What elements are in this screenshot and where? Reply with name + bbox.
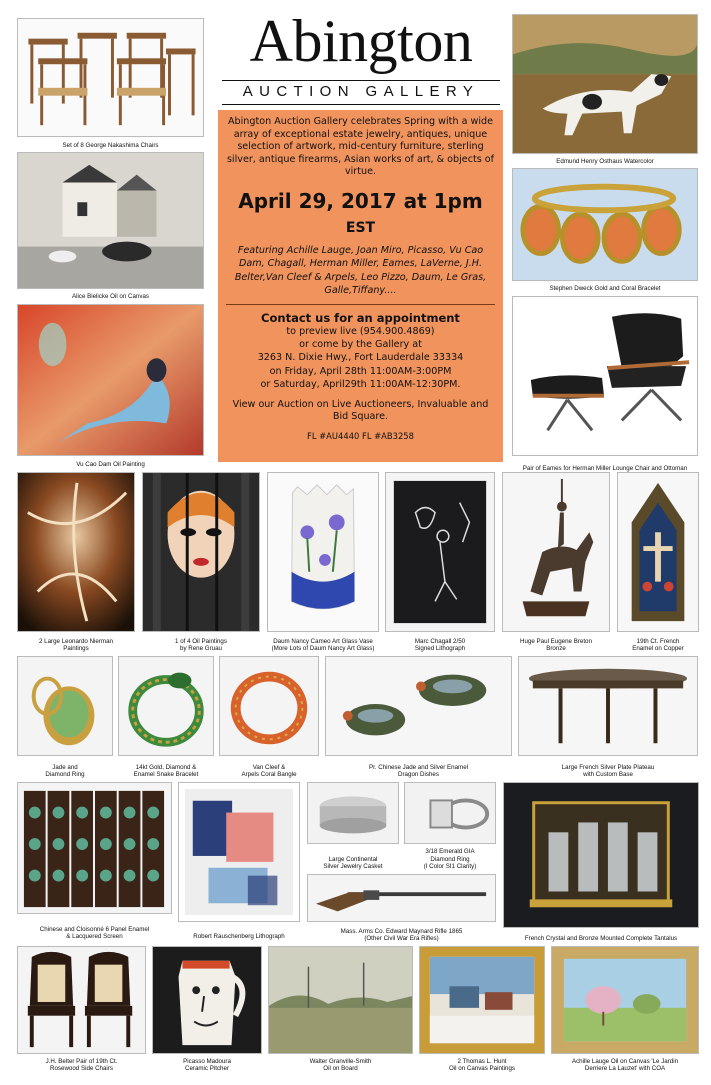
lot-chagall-lithograph[interactable] xyxy=(385,472,495,652)
lot-granville-smith[interactable] xyxy=(268,946,413,1072)
jade-ring-image xyxy=(18,657,112,755)
lot-french-enamel[interactable] xyxy=(617,472,699,652)
daum-image xyxy=(268,473,378,631)
featured-artists: Featuring Achille Lauge, Joan Miro, Picasso, Vu Cao Dam, Chagall, Herman Miller, Eames, LaVerne, J.H. Belter,Van Cleef & Arpels, Leo Pizzo, Daum, Le Gras, Galle,Tiffany.... xyxy=(234,244,487,297)
bracelet-photo xyxy=(512,168,698,281)
brand-subtitle: AUCTION GALLERY xyxy=(242,83,480,100)
watercolor-photo xyxy=(512,14,698,154)
lot-lauge-painting[interactable] xyxy=(551,946,699,1072)
intro-text: Abington Auction Gallery celebrates Spring with a wide array of exceptional estate jewelry, antiques, unique selection of artwork, mid-century furniture, sterling silver, antique firearms, Asian works of art, & objects of virtue. xyxy=(226,116,495,178)
hunt-photo xyxy=(419,946,545,1054)
bangle-image xyxy=(220,657,318,755)
lauge-image xyxy=(552,947,698,1053)
lot-caption: 3/18 Emerald GIA Diamond Ring (I Color SI1 Clarity) xyxy=(423,848,477,870)
rauschenberg-image xyxy=(179,783,299,921)
auction-timezone: EST xyxy=(345,219,376,236)
auction-date xyxy=(226,189,495,240)
lot-caption: 1 of 4 Oil Paintings by Rene Gruau xyxy=(175,637,227,652)
lot-thomas-hunt[interactable] xyxy=(419,946,545,1072)
lot-caption: Picasso Madoura Ceramic Pitcher xyxy=(183,1057,231,1072)
bielicke-photo xyxy=(17,152,204,289)
online-auction-text: View our Auction on Live Auctioneers, Invaluable and Bid Square. xyxy=(232,398,489,423)
nierman-image xyxy=(18,473,134,631)
nierman-photo xyxy=(17,472,135,632)
brand-name: Abington xyxy=(249,8,473,74)
lot-osthaus-watercolor[interactable] xyxy=(512,14,698,165)
lot-caption: 2 Large Leonardo Nierman Paintings xyxy=(39,637,113,652)
lot-caption: French Crystal and Bronze Mounted Complete Tantalus xyxy=(524,934,678,942)
lot-caption: Edmund Henry Osthaus Watercolor xyxy=(556,157,654,165)
plateau-image xyxy=(519,657,697,755)
casket-photo xyxy=(307,782,399,844)
lot-nakashima-chairs[interactable] xyxy=(17,18,204,149)
lot-nierman-paintings[interactable] xyxy=(17,472,135,652)
license-numbers: FL #AU4440 FL #AB3258 xyxy=(307,431,414,442)
lot-caption: Robert Rauschenberg Lithograph xyxy=(193,932,285,940)
casket-image xyxy=(308,783,398,843)
bielicke-image xyxy=(18,153,203,288)
eames-photo xyxy=(512,296,698,456)
emerald-photo xyxy=(404,782,496,844)
picasso-image xyxy=(153,947,261,1053)
snake-photo xyxy=(118,656,214,756)
emerald-image xyxy=(405,783,495,843)
lot-breton-bronze[interactable] xyxy=(502,472,610,652)
belter-image xyxy=(18,947,145,1053)
jade-ring-photo xyxy=(17,656,113,756)
auction-date-text: April 29, 2017 at 1pm xyxy=(238,188,483,213)
hunt-image xyxy=(420,947,544,1053)
lot-caption: Alice Bielicke Oil on Canvas xyxy=(71,292,150,300)
bangle-photo xyxy=(219,656,319,756)
vucaodam-image xyxy=(18,305,203,455)
gruau-photo xyxy=(142,472,260,632)
lot-belter-chairs[interactable] xyxy=(17,946,146,1072)
lot-maynard-rifle[interactable] xyxy=(307,874,496,942)
lot-caption: Set of 8 George Nakashima Chairs xyxy=(62,141,159,149)
lot-emerald-ring[interactable] xyxy=(404,782,496,870)
lot-caption: Achille Lauge Oil on Canvas 'Le Jardin Derriere La Lauzet' with COA xyxy=(571,1057,679,1072)
lot-caption: Large Continental Silver Jewelry Casket xyxy=(323,855,383,870)
lot-silver-plateau[interactable] xyxy=(518,656,698,778)
lot-caption: Large French Silver Plate Plateau with Custom Base xyxy=(561,763,655,778)
lot-caption: Jade and Diamond Ring xyxy=(45,763,85,778)
dragon-image xyxy=(326,657,511,755)
lot-picasso-pitcher[interactable] xyxy=(152,946,262,1072)
chairs-image xyxy=(18,19,203,136)
lot-vancleef-bangle[interactable] xyxy=(219,656,319,778)
lot-caption: Vu Cao Dam Oil Painting xyxy=(76,460,145,468)
rifle-photo xyxy=(307,874,496,922)
lot-caption: Pair of Eames for Herman Miller Lounge Chair and Ottoman xyxy=(522,464,688,472)
lot-gruau-painting[interactable] xyxy=(142,472,260,652)
dragon-photo xyxy=(325,656,512,756)
lot-bielicke-painting[interactable] xyxy=(17,152,204,300)
lot-caption: Mass. Arms Co. Edward Maynard Rifle 1865 (Other Civil War Era Rifles) xyxy=(340,927,463,942)
lot-caption: Walter Granville-Smith Oil on Board xyxy=(309,1057,372,1072)
lot-dweck-bracelet[interactable] xyxy=(512,168,698,292)
brand-logo xyxy=(218,10,504,106)
daum-photo xyxy=(267,472,379,632)
lot-jade-ring[interactable] xyxy=(17,656,113,778)
granville-image xyxy=(269,947,412,1053)
lot-caption: Van Cleef & Arpels Coral Bangle xyxy=(241,763,297,778)
bracelet-image xyxy=(513,169,697,280)
lot-eames-lounge[interactable] xyxy=(512,296,698,472)
brand-rule-top xyxy=(222,80,500,81)
chairs-photo xyxy=(17,18,204,137)
granville-photo xyxy=(268,946,413,1054)
screen-photo xyxy=(17,782,172,914)
lot-caption: J.H. Belter Pair of 19th Ct. Rosewood Side Chairs xyxy=(45,1057,118,1072)
lot-silver-casket[interactable] xyxy=(307,782,399,870)
watercolor-image xyxy=(513,15,697,153)
lot-caption: Daum Nancy Cameo Art Glass Vase (More Lots of Daum Nancy Art Glass) xyxy=(271,637,375,652)
lot-dragon-dishes[interactable] xyxy=(325,656,512,778)
snake-image xyxy=(119,657,213,755)
vucaodam-photo xyxy=(17,304,204,456)
tantalus-image xyxy=(504,783,698,927)
auction-info-panel xyxy=(218,110,503,462)
belter-photo xyxy=(17,946,146,1054)
tantalus-photo xyxy=(503,782,699,928)
lot-caption: Pr. Chinese Jade and Silver Enamel Dragon Dishes xyxy=(368,763,469,778)
lot-rauschenberg-lithograph[interactable] xyxy=(178,782,300,940)
gruau-image xyxy=(143,473,259,631)
picasso-photo xyxy=(152,946,262,1054)
lot-cloisonne-screen[interactable] xyxy=(17,782,172,940)
lot-caption: 19th Ct. French Enamel on Copper xyxy=(632,637,684,652)
lot-caption: 2 Thomas L. Hunt Oil on Canvas Paintings xyxy=(448,1057,516,1072)
panel-divider xyxy=(226,304,495,305)
bronze-photo xyxy=(502,472,610,632)
lot-crystal-tantalus[interactable] xyxy=(503,782,699,942)
lot-daum-vase[interactable] xyxy=(267,472,379,652)
contact-details: to preview live (954.900.4869) or come by the Gallery at 3263 N. Dixie Hwy., Fort Lauderdale 33334 on Friday, April 28th 11:00AM-3:00PM or Saturday, April29th 11:00AM-12:30PM. xyxy=(257,325,464,391)
bronze-image xyxy=(503,473,609,631)
rifle-image xyxy=(308,875,495,921)
brand-rule-bottom xyxy=(222,104,500,105)
lot-snake-bracelet[interactable] xyxy=(118,656,214,778)
lot-caption: Chinese and Cloisonné 6 Panel Enamel & Lacquered Screen xyxy=(39,925,150,940)
lot-vucaodam-painting[interactable] xyxy=(17,304,204,468)
lot-caption: Huge Paul Eugene Breton Bronze xyxy=(520,637,592,652)
screen-image xyxy=(18,783,171,913)
chagall-photo xyxy=(385,472,495,632)
lauge-photo xyxy=(551,946,699,1054)
enamel-photo xyxy=(617,472,699,632)
lot-caption: Stephen Dweck Gold and Coral Bracelet xyxy=(549,284,661,292)
contact-title: Contact us for an appointment xyxy=(261,310,460,325)
lot-caption: 14kt Gold, Diamond & Enamel Snake Bracelet xyxy=(133,763,199,778)
enamel-image xyxy=(618,473,698,631)
plateau-photo xyxy=(518,656,698,756)
lot-caption: Marc Chagall 2/50 Signed Lithograph xyxy=(414,637,466,652)
chagall-image xyxy=(386,473,494,631)
eames-image xyxy=(513,297,697,455)
rauschenberg-photo xyxy=(178,782,300,922)
